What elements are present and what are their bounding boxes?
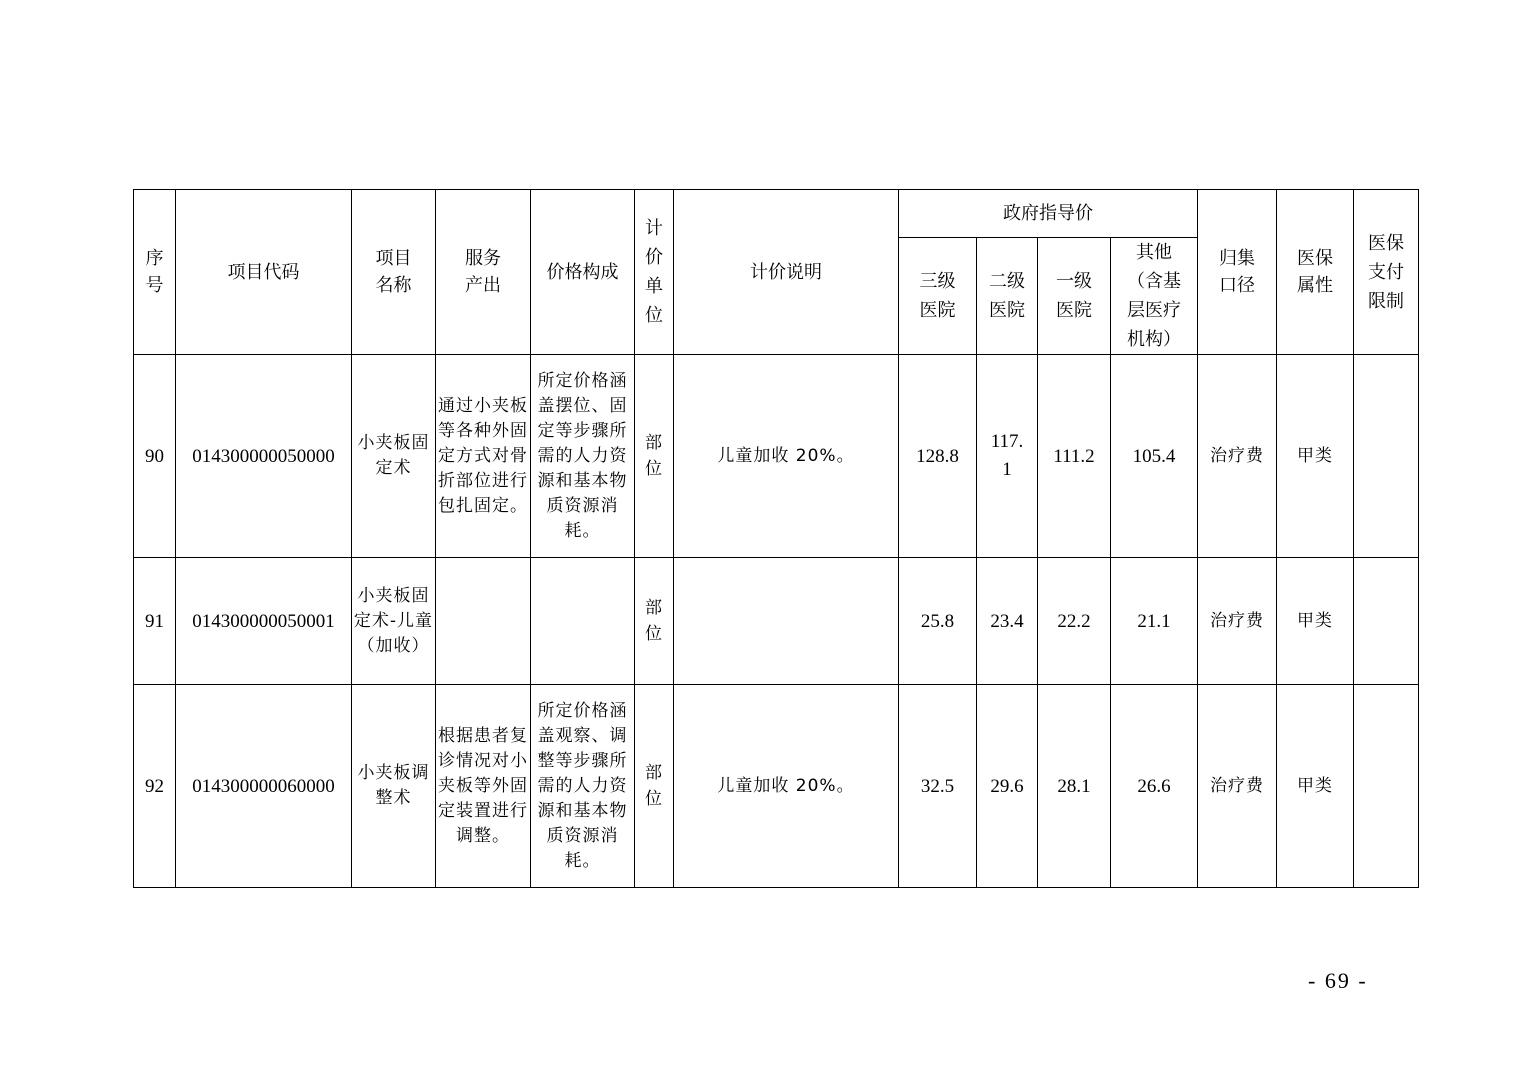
- cell-category: 治疗费: [1198, 558, 1277, 685]
- header-limit: 医保支付限制: [1354, 190, 1419, 355]
- cell-seq: 92: [134, 685, 176, 888]
- cell-output: 根据患者复诊情况对小夹板等外固定装置进行调整。: [436, 685, 531, 888]
- cell-name: 小夹板固定术-儿童（加收）: [352, 558, 436, 685]
- cell-code: 014300000050001: [176, 558, 352, 685]
- cell-limit: [1354, 355, 1419, 558]
- price-table: [133, 189, 1419, 888]
- cell-category: 治疗费: [1198, 355, 1277, 558]
- cell-note: 儿童加收 20%。: [674, 685, 899, 888]
- cell-composition: [531, 558, 635, 685]
- header-gov-price: 政府指导价: [899, 190, 1198, 238]
- cell-code: 014300000050000: [176, 355, 352, 558]
- cell-code: 014300000060000: [176, 685, 352, 888]
- cell-other: 26.6: [1111, 685, 1198, 888]
- cell-unit: 部位: [635, 558, 674, 685]
- cell-unit: 部位: [635, 685, 674, 888]
- cell-other: 105.4: [1111, 355, 1198, 558]
- header-note: 计价说明: [674, 190, 899, 355]
- cell-output: 通过小夹板等各种外固定方式对骨折部位进行包扎固定。: [436, 355, 531, 558]
- cell-composition: 所定价格涵盖观察、调整等步骤所需的人力资源和基本物质资源消耗。: [531, 685, 635, 888]
- header-insurance: 医保属性: [1277, 190, 1354, 355]
- header-tier2: 二级医院: [977, 238, 1038, 355]
- cell-name: 小夹板固定术: [352, 355, 436, 558]
- cell-seq: 91: [134, 558, 176, 685]
- cell-tier3: 25.8: [899, 558, 977, 685]
- table-row: [134, 355, 1419, 558]
- header-category: 归集口径: [1198, 190, 1277, 355]
- cell-seq: 90: [134, 355, 176, 558]
- cell-tier3: 128.8: [899, 355, 977, 558]
- cell-tier1: 22.2: [1038, 558, 1111, 685]
- cell-insurance: 甲类: [1277, 685, 1354, 888]
- cell-tier1: 111.2: [1038, 355, 1111, 558]
- cell-tier2: 117.1: [977, 355, 1038, 558]
- header-seq: 序号: [134, 190, 176, 355]
- header-other: 其他（含基层医疗机构）: [1111, 238, 1198, 355]
- header-tier3: 三级医院: [899, 238, 977, 355]
- table-row: [134, 685, 1419, 888]
- cell-note: 儿童加收 20%。: [674, 355, 899, 558]
- header-output: 服务产出: [436, 190, 531, 355]
- cell-limit: [1354, 558, 1419, 685]
- cell-note: [674, 558, 899, 685]
- cell-tier3: 32.5: [899, 685, 977, 888]
- cell-tier1: 28.1: [1038, 685, 1111, 888]
- cell-insurance: 甲类: [1277, 558, 1354, 685]
- cell-other: 21.1: [1111, 558, 1198, 685]
- cell-output: [436, 558, 531, 685]
- cell-limit: [1354, 685, 1419, 888]
- cell-insurance: 甲类: [1277, 355, 1354, 558]
- cell-tier2: 23.4: [977, 558, 1038, 685]
- header-name: 项目名称: [352, 190, 436, 355]
- header-composition: 价格构成: [531, 190, 635, 355]
- table-row: [134, 558, 1419, 685]
- cell-composition: 所定价格涵盖摆位、固定等步骤所需的人力资源和基本物质资源消耗。: [531, 355, 635, 558]
- header-tier1: 一级医院: [1038, 238, 1111, 355]
- cell-name: 小夹板调整术: [352, 685, 436, 888]
- cell-unit: 部位: [635, 355, 674, 558]
- header-unit: 计价单位: [635, 190, 674, 355]
- header-code: 项目代码: [176, 190, 352, 355]
- page-number: - 69 -: [1308, 968, 1368, 993]
- cell-tier2: 29.6: [977, 685, 1038, 888]
- cell-category: 治疗费: [1198, 685, 1277, 888]
